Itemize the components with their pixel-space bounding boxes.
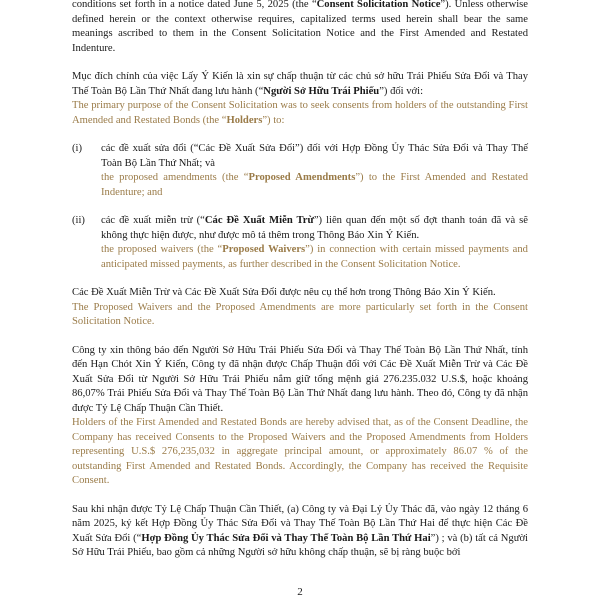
purpose-vi-text-end: ”) đối với:	[379, 85, 424, 97]
closing-bold-term: Hợp Đồng Ủy Thác Sửa Đổi và Thay Thế Toàn Bộ Lần Thứ Hai	[141, 532, 431, 544]
purpose-vi	[72, 70, 528, 99]
consents-paragraph-en: Holders of the First Amended and Restated Bonds are hereby advised that, as of the Consent Deadline, the Company has received Consents to the Proposed Waivers and the Proposed Amendments from Holders representing U.S.$ 276,235,032 in aggregate principal amount, or approximately 86.07 % of the outstanding First Amended and Restated Bonds. Accordingly, the Company has received the Requisite Consent.	[72, 417, 528, 486]
document-body	[72, 0, 528, 561]
item-i-en-text: the proposed amendments (the “	[101, 172, 249, 183]
item-ii-vi-text: các đề xuất miễn trừ (“	[101, 215, 205, 226]
item-ii-en-text: the proposed waivers (the “	[101, 244, 223, 255]
list-item-ii	[72, 214, 528, 272]
item-ii-vi-bold-term: Các Đề Xuất Miễn Trừ	[204, 215, 314, 226]
waivers-paragraph-vi: Các Đề Xuất Miễn Trừ và Các Đề Xuất Sửa Đổi được nêu cụ thể hơn trong Thông Báo Xin Ý Kiến.	[72, 287, 496, 298]
page-number: 2	[297, 586, 303, 598]
list-marker-ii: (ii)	[72, 215, 85, 226]
closing-paragraph-vi	[72, 503, 528, 561]
item-ii-en-text-end: ”) in connection with certain missed payments and anticipated missed payments, as further described in the Consent Solicitation Notice.	[101, 244, 528, 270]
list-item-i	[72, 142, 528, 200]
consents-paragraph-vi: Công ty xin thông báo đến Người Sở Hữu Trái Phiếu Sửa Đổi và Thay Thế Toàn Bộ Lần Thứ Nhất, tính đến Hạn Chót Xin Ý Kiến, Công ty đã nhận được Chấp Thuận đối với Các Đề Xuất Miễn Trừ và Các Đề Xuất Sửa Đổi từ Người Sở Hữu Trái Phiếu nắm giữ tổng mệnh giá 276.235.032 U.S.$, hoặc khoảng 86,07% Trái Phiếu Sửa Đổi và Thay Thế Toàn Bộ Lần Thứ Nhất đang lưu hành. Theo đó, Công ty đã nhận được Tỷ Lệ Chấp Thuận Cần Thiết.	[72, 344, 528, 414]
waivers-paragraph-en: The Proposed Waivers and the Proposed Amendments are more particularly set forth in the Consent Solicitation Notice.	[72, 301, 528, 327]
intro-bold-term: Consent Solicitation Notice	[316, 0, 441, 10]
closing-text: Sau khi nhận được Tỷ Lệ Chấp Thuận Cần Thiết, (a) Công ty và Đại Lý Ủy Thác đã, vào ngày 12 tháng 6 năm 2025, ký kết Hợp Đồng Ủy Thác Sửa Đổi và Thay Thế Toàn Bộ Lần Thứ Hai để thực hiện Các Đề Xuất Sửa Đổi (“	[72, 503, 528, 544]
list-marker-i: (i)	[72, 143, 82, 154]
purpose-en	[72, 99, 528, 128]
purpose-en-text-end: ”) to:	[262, 114, 285, 126]
intro-paragraph	[72, 0, 528, 56]
purpose-vi-bold-term: Người Sở Hữu Trái Phiếu	[263, 85, 380, 97]
item-i-en-text-end: ”) to the First Amended and Restated Indenture; and	[101, 172, 529, 198]
item-i-en	[101, 171, 528, 200]
item-i-vi: các đề xuất sửa đổi (“Các Đề Xuất Sửa Đổi”) đối với Hợp Đồng Ủy Thác Sửa Đổi và Thay Thế Toàn Bộ Lần Thứ Nhất; và	[101, 143, 528, 169]
item-i-en-bold-term: Proposed Amendments	[248, 172, 356, 183]
purpose-en-text: The primary purpose of the Consent Solicitation was to seek consents from holders of the outstanding First Amended and Restated Bonds (the “	[72, 100, 528, 126]
closing-text-end: ”) ; và (b) tất cả Người Sở Hữu Trái Phiếu, bao gồm cả những Người sở hữu không chấp thuận, sẽ bị ràng buộc bởi	[72, 532, 528, 558]
item-ii-en-bold-term: Proposed Waivers	[222, 244, 306, 255]
purpose-vi-text: Mục đích chính của việc Lấy Ý Kiến là xin sự chấp thuận từ các chủ sở hữu Trái Phiếu Sửa Đổi và Thay Thế Toàn Bộ Lần Thứ Nhất đang lưu hành (“	[72, 71, 528, 97]
item-ii-en	[101, 243, 528, 272]
item-ii-vi-text-end: ”) liên quan đến một số đợt thanh toán đã và sẽ không thực hiện được, như được mô tả thêm trong Thông Báo Xin Ý Kiến.	[101, 215, 528, 241]
intro-text-end: ”). Unless otherwise defined herein or the context otherwise requires, capitalized terms used herein shall bear the same meanings ascribed to them in the Consent Solicitation Notice and the First Amended and Restated Indenture.	[72, 0, 528, 54]
intro-text: conditions set forth in a notice dated June 5, 2025 (the “	[72, 0, 317, 10]
purpose-en-bold-term: Holders	[226, 114, 263, 126]
item-ii-vi	[101, 214, 528, 243]
